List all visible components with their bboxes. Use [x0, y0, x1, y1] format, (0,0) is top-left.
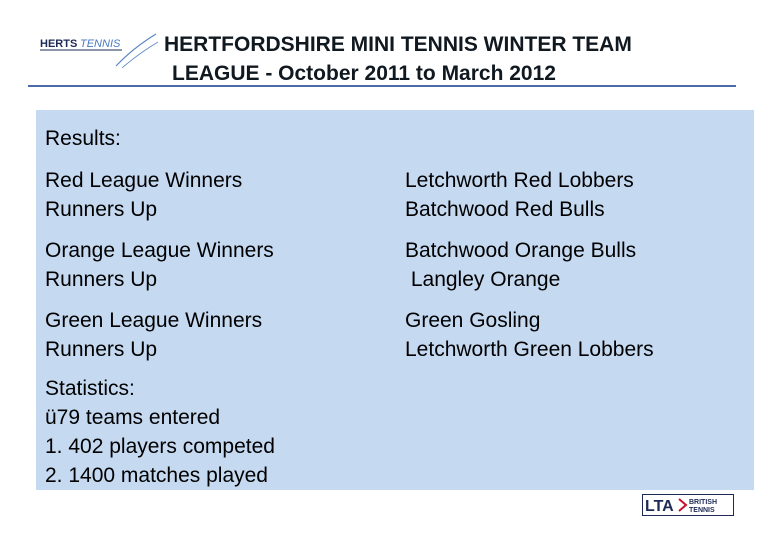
stat-players-competed: 1. 402 players competed [45, 435, 275, 458]
orange-runners-label: Runners Up [45, 268, 158, 291]
orange-league-winner: Batchwood Orange Bulls [405, 239, 637, 262]
svg-text:TENNIS: TENNIS [689, 507, 715, 514]
svg-text:TENNIS: TENNIS [80, 38, 121, 50]
red-league-runner-up: Batchwood Red Bulls [405, 198, 605, 221]
results-heading: Results: [45, 127, 121, 150]
red-league-winner: Letchworth Red Lobbers [405, 169, 634, 192]
orange-league-label: Orange League Winners [45, 239, 274, 262]
statistics-heading: Statistics: [45, 377, 135, 400]
title-line-1: HERTFORDSHIRE MINI TENNIS WINTER TEAM [164, 33, 632, 56]
svg-text:HERTS: HERTS [40, 38, 78, 50]
svg-text:LTA: LTA [645, 498, 674, 515]
stat-matches-played: 2. 1400 matches played [45, 464, 268, 487]
svg-text:BRITISH: BRITISH [689, 499, 717, 506]
lta-british-tennis-logo [642, 494, 734, 516]
green-runners-label: Runners Up [45, 338, 158, 361]
red-league-label: Red League Winners [45, 169, 243, 192]
green-league-runner-up: Letchworth Green Lobbers [405, 338, 654, 361]
orange-league-runner-up: Langley Orange [405, 268, 561, 291]
green-league-label: Green League Winners [45, 309, 263, 332]
title-line-2: LEAGUE - October 2011 to March 2012 [172, 62, 556, 85]
title-divider [28, 85, 736, 87]
herts-tennis-logo [38, 28, 158, 74]
page-title [160, 30, 740, 88]
green-league-winner: Green Gosling [405, 309, 541, 332]
stat-teams-entered: ü79 teams entered [45, 406, 221, 429]
red-runners-label: Runners Up [45, 198, 158, 221]
